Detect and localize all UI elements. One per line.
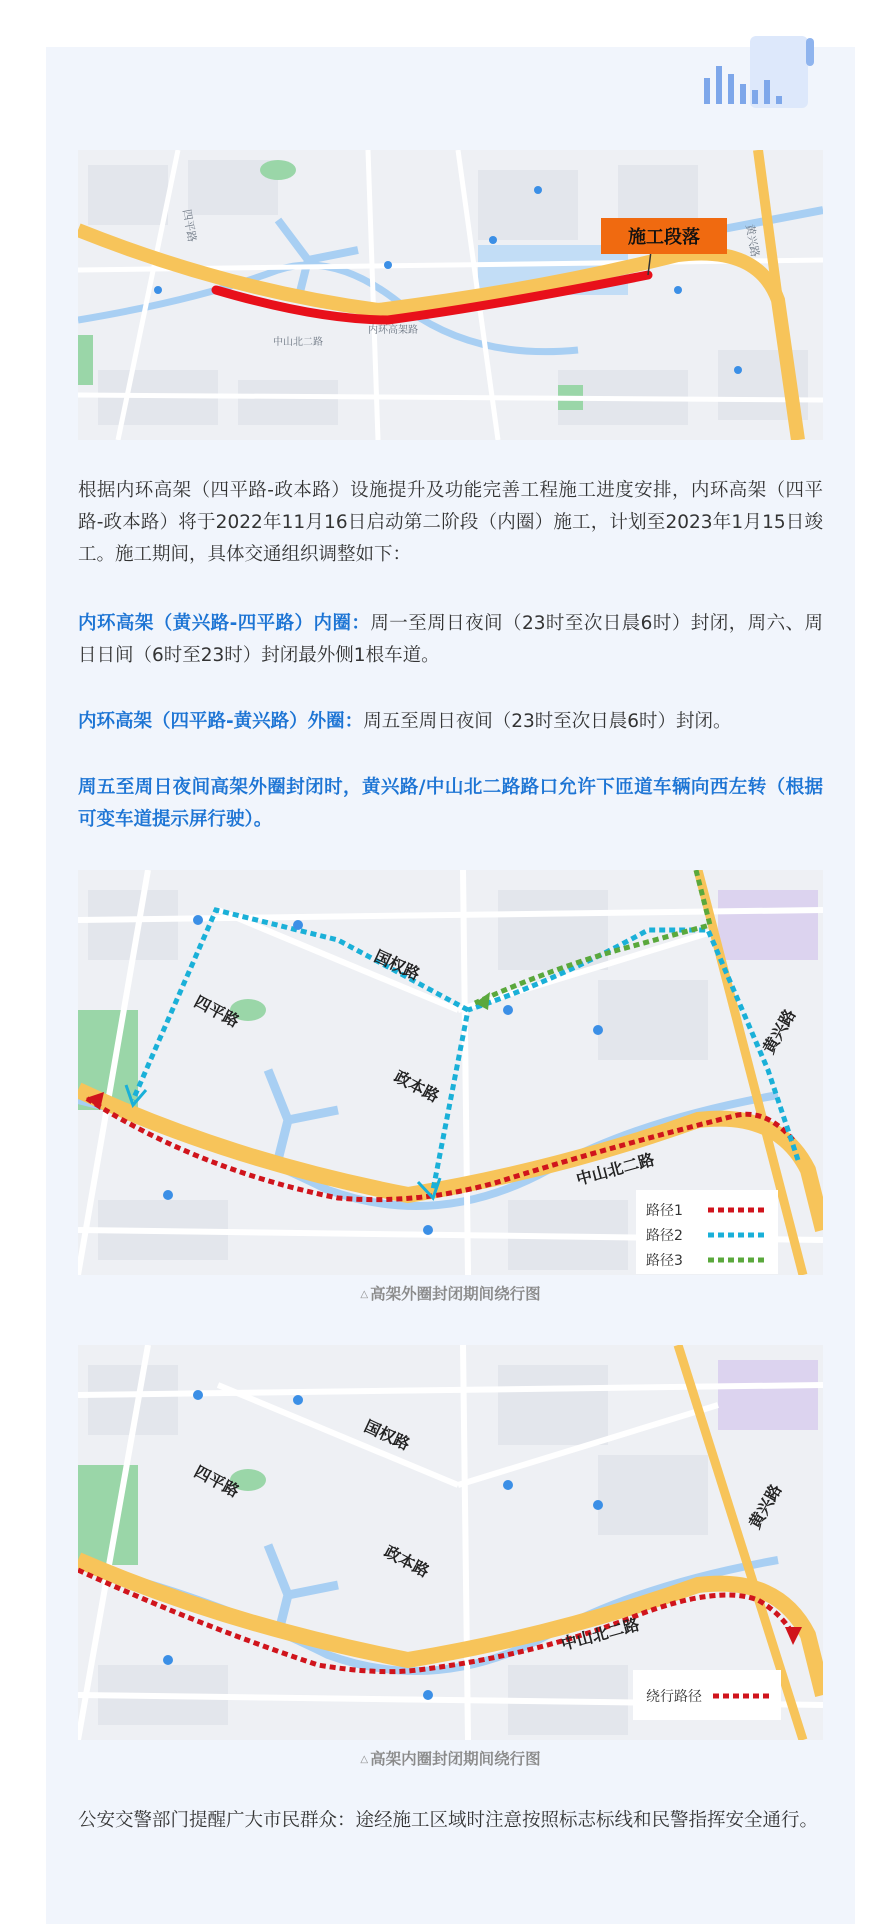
left-turn-text: 周五至周日夜间高架外圈封闭时，黄兴路/中山北二路路口允许下匝道车辆向西左转（根据可变车道提示屏行驶）。: [78, 777, 823, 830]
intro-text: 根据内环高架（四平路-政本路）设施提升及功能完善工程施工进度安排，内环高架（四平路-政本路）将于2022年11月16日启动第二阶段（内圈）施工，计划至2023年1月15日竣工。施工期间，具体交通组织调整如下：: [78, 480, 823, 565]
inner-ring-paragraph: [78, 608, 823, 672]
caption-marker: △: [360, 1754, 369, 1765]
outer-ring-detour-map: [78, 870, 823, 1275]
label-guoquan: 国权路: [371, 946, 423, 984]
legend-route1: 路径1: [646, 1203, 683, 1219]
label-huangxing: 黄兴路: [745, 1480, 786, 1532]
label-siping: 四平路: [191, 1461, 243, 1502]
callout-label: 施工段落: [628, 227, 700, 248]
outer-ring-heading: 内环高架（四平路-黄兴路）外圈：: [78, 711, 364, 732]
inner-ring-heading: 内环高架（黄兴路-四平路）内圈：: [78, 613, 371, 634]
intro-paragraph: [78, 475, 823, 571]
legend-route3: 路径3: [646, 1253, 683, 1269]
closing-paragraph: [78, 1805, 823, 1869]
road-label-zhongshan: 中山北二路: [273, 337, 323, 348]
road-label-neihuan: 内环高架路: [368, 325, 418, 336]
caption-marker: △: [360, 1289, 369, 1300]
caption-text: 高架外圈封闭期间绕行图: [370, 1285, 541, 1303]
construction-section-map: [78, 150, 823, 440]
road-label-huangxing: 黄兴路: [743, 223, 762, 259]
closing-text: 公安交警部门提醒广大市民群众：途经施工区域时注意按照标志标线和民警指挥安全通行。: [78, 1810, 819, 1831]
chart-decoration-icon: [700, 36, 815, 126]
label-zhongshan: 中山北二路: [559, 1614, 642, 1654]
outer-ring-caption: [78, 1282, 823, 1304]
legend-route2: 路径2: [646, 1228, 683, 1244]
left-turn-notice: [78, 772, 823, 836]
caption-text: 高架内圈封闭期间绕行图: [370, 1750, 541, 1768]
outer-ring-text: 周五至周日夜间（23时至次日晨6时）封闭。: [363, 711, 732, 732]
label-guoquan: 国权路: [361, 1416, 413, 1454]
legend-detour: 绕行路径: [646, 1689, 702, 1705]
label-siping: 四平路: [191, 991, 243, 1032]
label-huangxing: 黄兴路: [759, 1005, 800, 1057]
label-zhengben: 政本路: [391, 1066, 443, 1107]
inner-ring-text: 周一至周日夜间（23时至次日晨6时）封闭，周六、周日日间（6时至23时）封闭最外侧1根车道。: [78, 613, 823, 666]
inner-ring-detour-map: [78, 1345, 823, 1740]
label-zhengben: 政本路: [381, 1541, 433, 1582]
label-zhongshan: 中山北二路: [574, 1149, 657, 1189]
inner-ring-caption: [78, 1747, 823, 1769]
road-label-siping: 四平路: [180, 208, 199, 244]
outer-ring-paragraph: [78, 706, 823, 738]
